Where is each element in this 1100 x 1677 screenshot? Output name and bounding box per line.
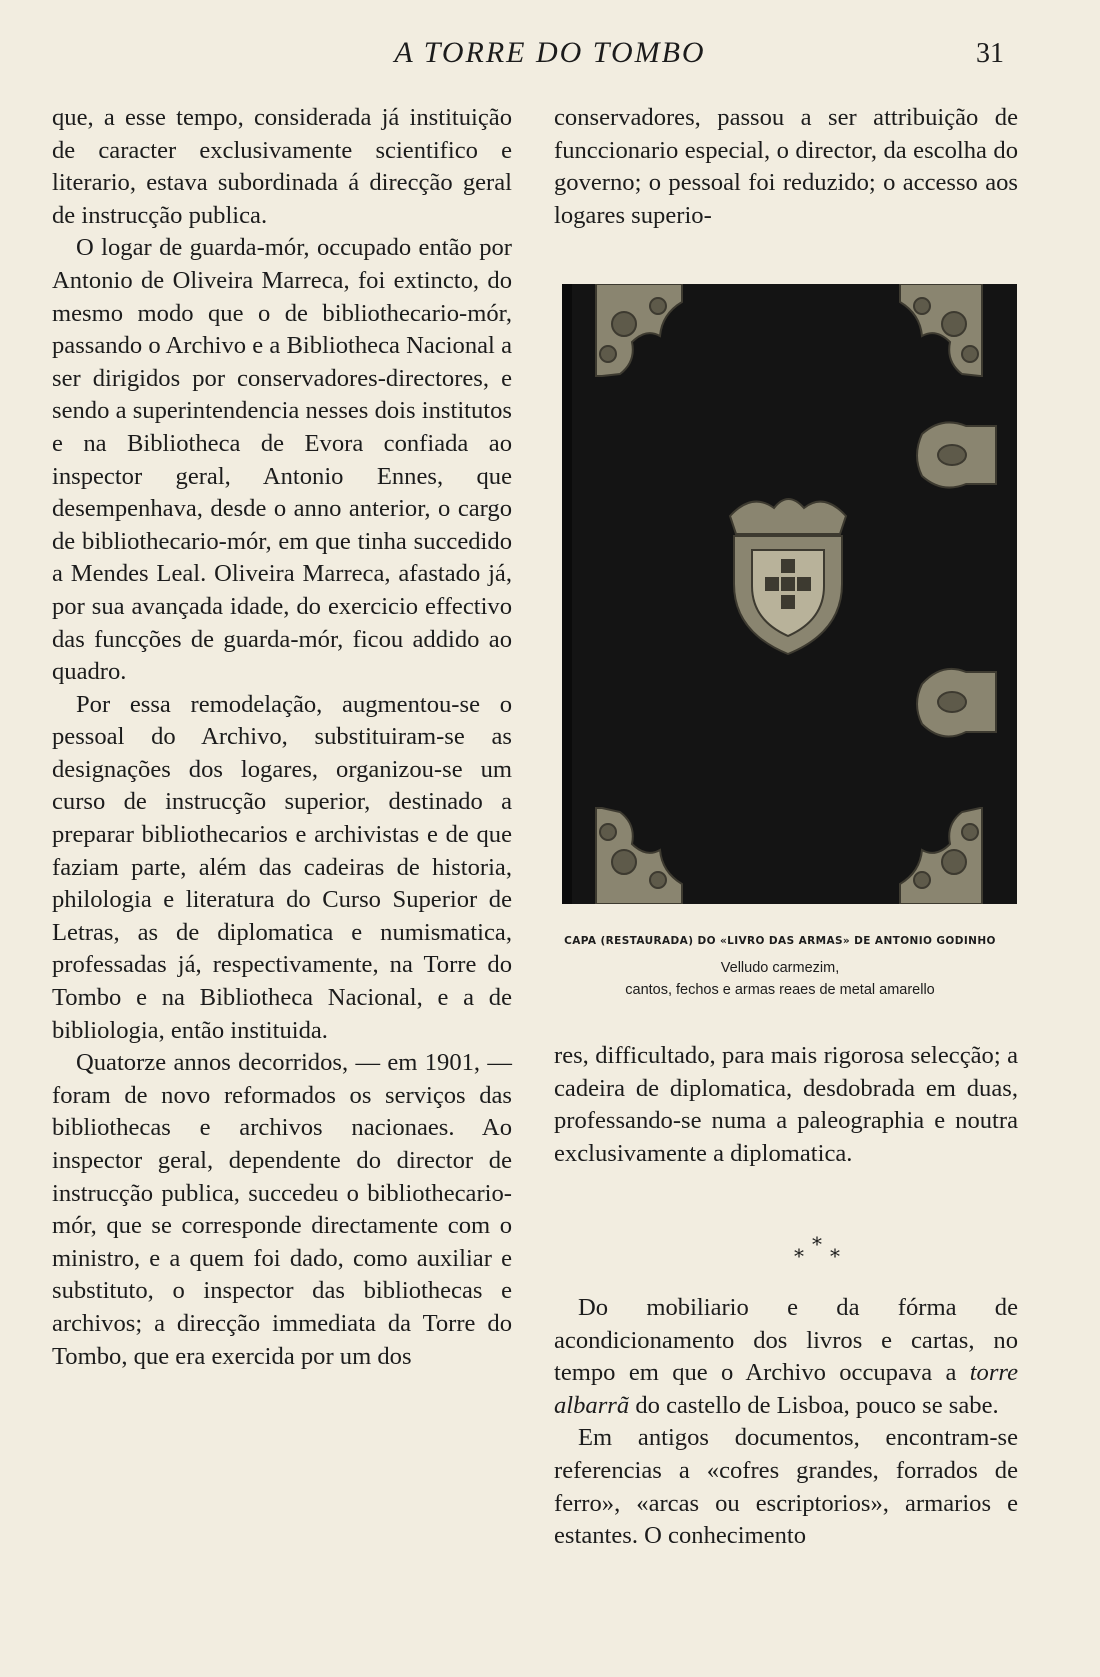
asterisk: * — [794, 1244, 804, 1268]
paragraph — [554, 1292, 1018, 1422]
clasp-lower — [917, 669, 996, 737]
paragraph: Em antigos documentos, encontram-se referencias a «cofres grandes, forrados de ferro», «arcas ou escriptorios», armarios e estantes. O conhecimento — [554, 1424, 1018, 1550]
running-title: A TORRE DO TOMBO — [394, 36, 706, 69]
text-span: Do mobiliario e da fórma de acondicionamento dos livros e cartas, no tempo em que o Archivo occupava a — [554, 1294, 1018, 1387]
section-asterism — [790, 1232, 850, 1268]
paragraph: Quatorze annos decorridos, — em 1901, — foram de novo reformados os serviços das bibliothecas e archivos nacionaes. Ao inspector geral, dependente do director de instrucção publica, succedeu o bibliothecario-mór, que se corresponde directamente com o ministro, e a quem foi dado, como auxiliar e substituto, o inspector das bibliothecas e archivos; a direcção immediata da Torre do Tombo, que era exercida por um dos — [52, 1049, 512, 1370]
paragraph: O logar de guarda-mór, occupado então por Antonio de Oliveira Marreca, foi extincto, do mesmo modo que o de bibliothecario-mór, passando o Archivo e a Bibliotheca Nacional a ser dirigidos por conservadores-directores, e sendo a superintendencia nesses dois institutos e na Bibliotheca de Evora confiada ao inspector geral, Antonio Ennes, que desempenhava, desde o anno anterior, o cargo de bibliothecario-mór, em que tinha succedido a Mendes Leal. Oliveira Marreca, afastado já, por sua avançada idade, do exercicio effectivo das funcções de guarda-mór, ficou addido ao quadro. — [52, 234, 512, 686]
right-column-continued — [554, 1040, 1018, 1170]
paragraph: conservadores, passou a ser attribuição de funccionario especial, o director, da escolha do governo; o pessoal foi reduzido; o accesso aos logares superio- — [554, 104, 1018, 229]
book-cover-image — [562, 284, 1017, 904]
paragraph: que, a esse tempo, considerada já instituição de caracter exclusivamente scientifico e literario, estava subordinada á direcção geral de instrucção publica. — [52, 104, 512, 229]
asterisk: * — [812, 1232, 822, 1256]
clasp-upper — [917, 422, 996, 487]
right-column-top — [554, 102, 1018, 232]
book-cover-figure — [562, 284, 1017, 904]
paragraph: res, difficultado, para mais rigorosa selecção; a cadeira de diplomatica, desdobrada em duas, professando-se numa a paleographia e noutra exclusivamente a diplomatica. — [554, 1042, 1018, 1167]
right-column-lower — [554, 1292, 1018, 1553]
left-column — [52, 102, 512, 1373]
text-span: do castello de Lisboa, pouco se sabe. — [629, 1391, 999, 1419]
book-cover-illustration — [562, 284, 1017, 904]
page-number: 31 — [976, 38, 1004, 69]
figure-caption-line: cantos, fechos e armas reaes de metal amarello — [625, 982, 935, 998]
asterisk: * — [830, 1244, 840, 1268]
figure-caption-line: Velludo carmezim, — [720, 960, 840, 976]
italic-term: torre albarrã — [554, 1359, 1018, 1419]
paragraph: Por essa remodelação, augmentou-se o pessoal do Archivo, substituiram-se as designações dos logares, organizou-se um curso de instrucção superior, destinado a preparar bibliothecarios e archivistas e de que faziam parte, além das cadeiras de historia, philologia e literatura do Curso Superior de Letras, as de diplomatica e numismatica, professadas já, respectivamente, na Torre do Tombo e na Bibliotheca Nacional, e a de bibliologia, então instituida. — [52, 690, 512, 1044]
figure-caption-title: CAPA (RESTAURADA) DO «LIVRO DAS ARMAS» DE ANTONIO GODINHO — [564, 935, 996, 947]
